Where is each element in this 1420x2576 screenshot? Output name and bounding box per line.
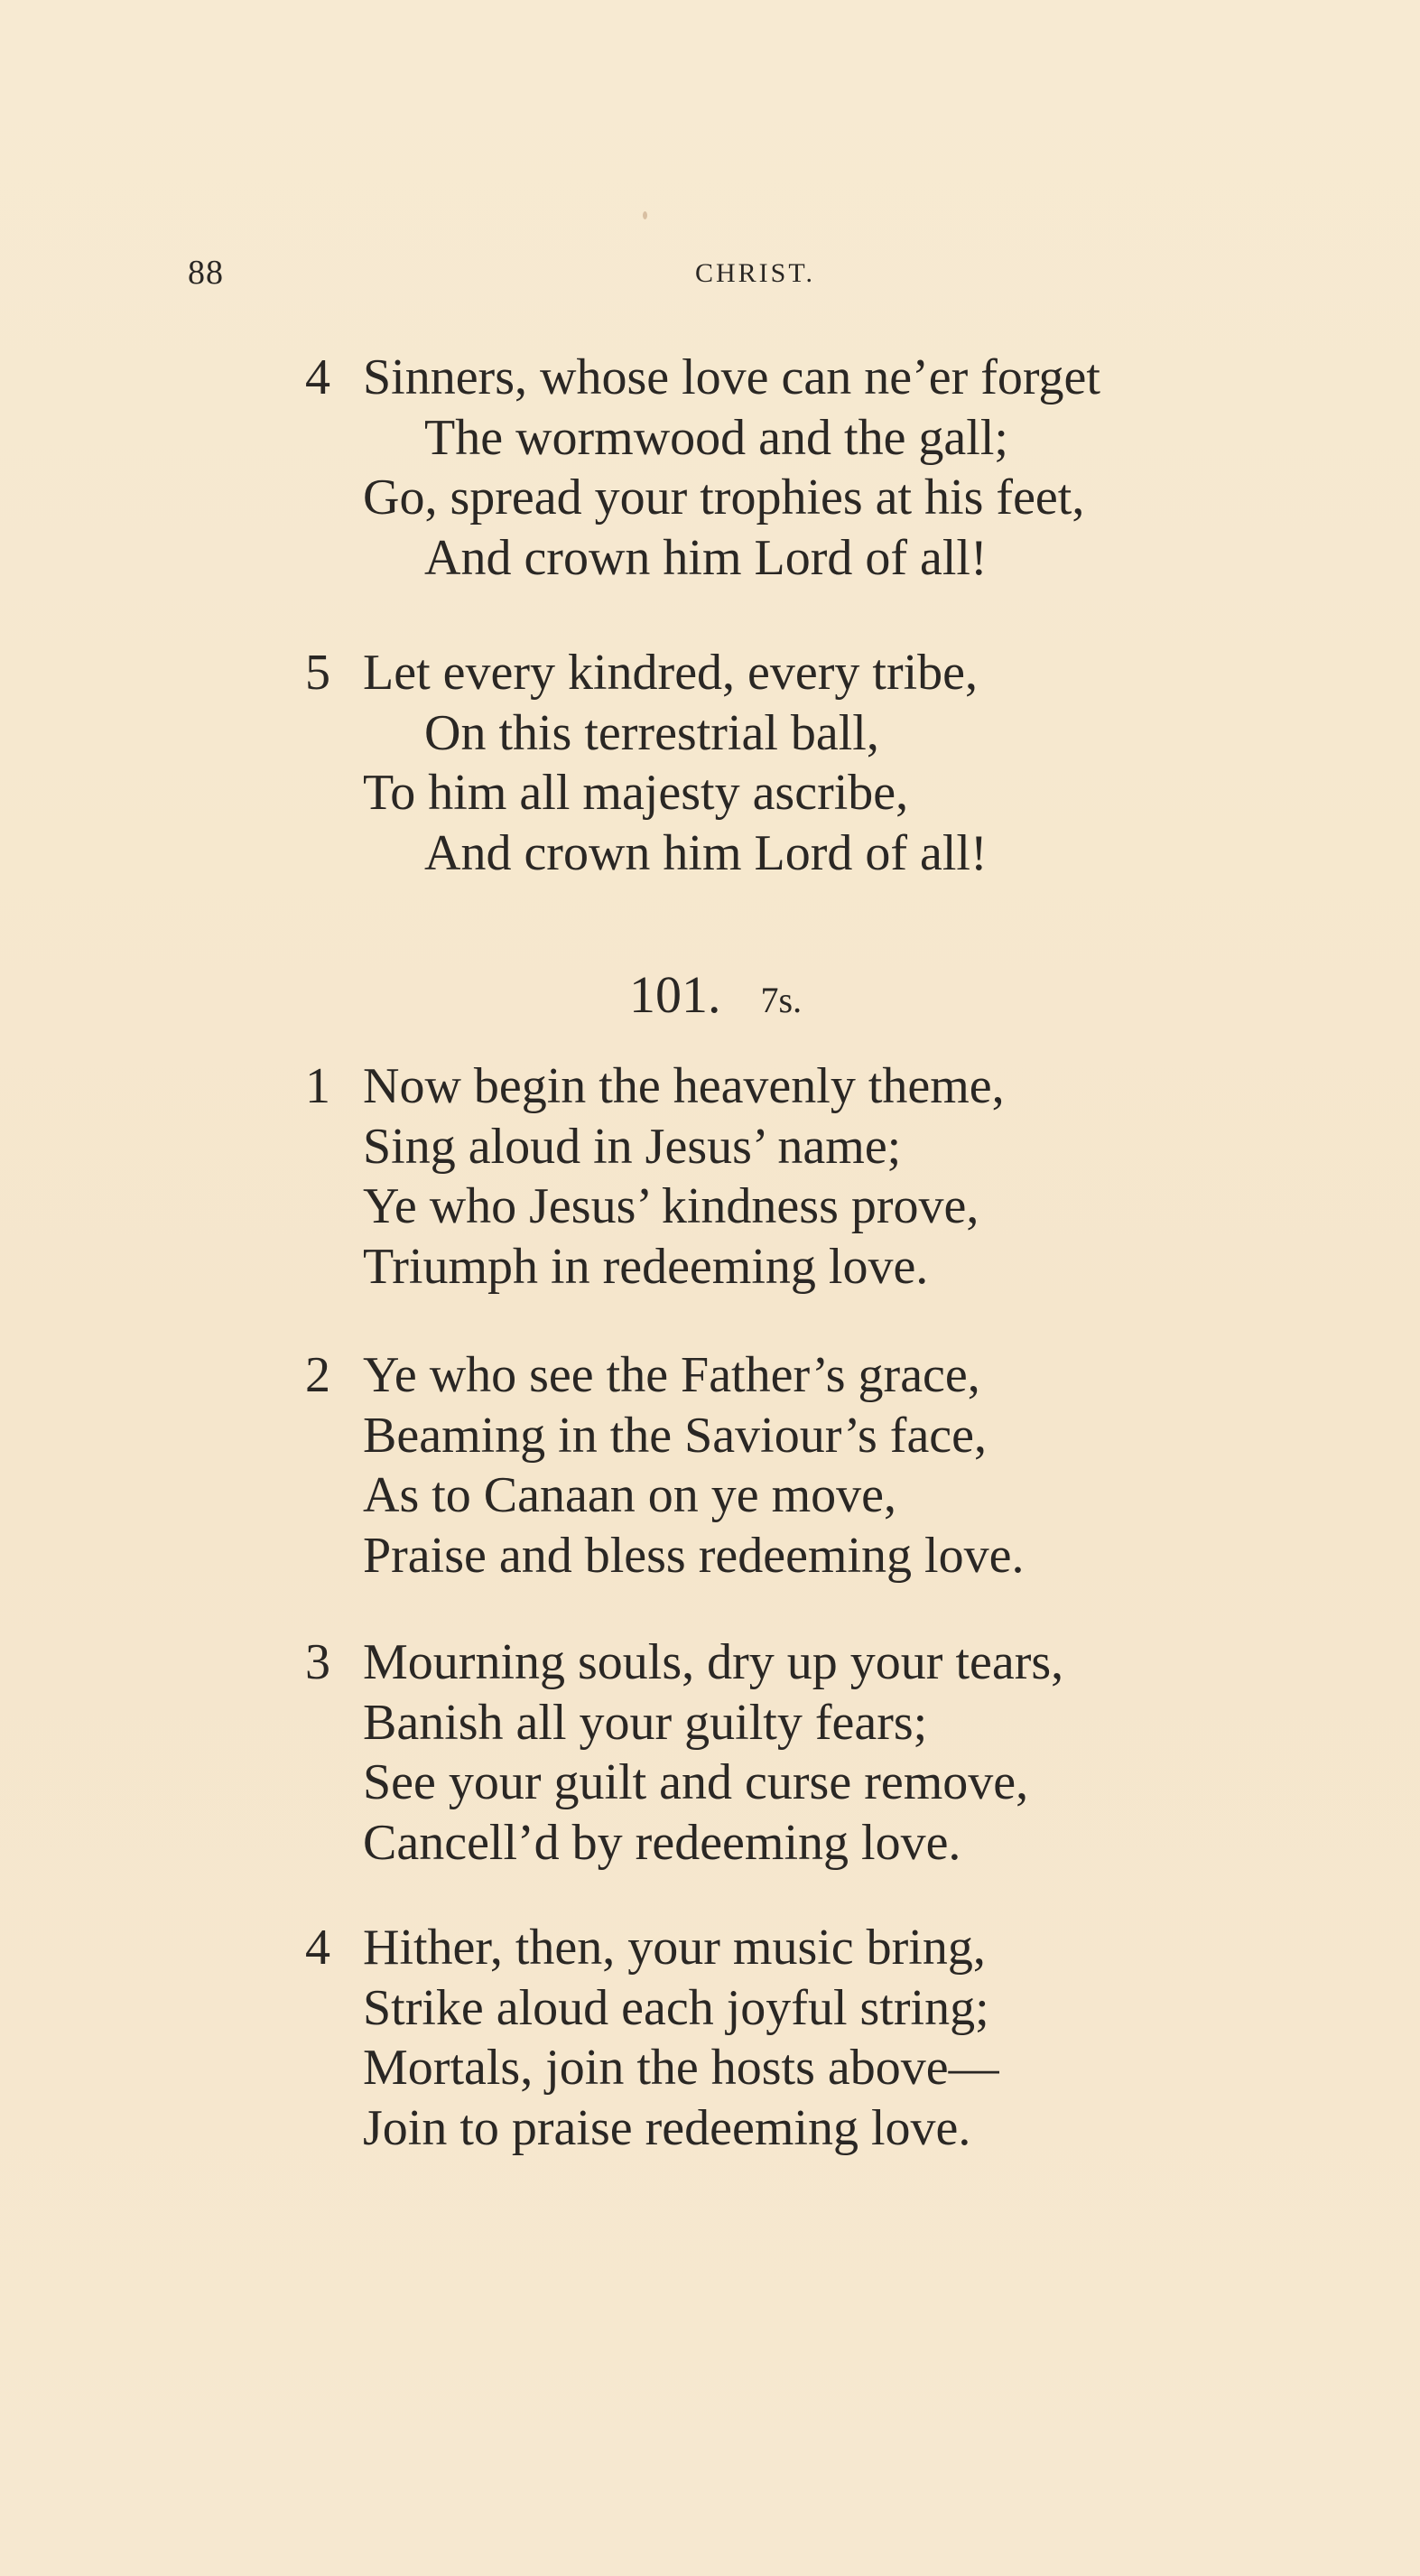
- verse-line: Praise and bless redeeming love.: [363, 1527, 1025, 1584]
- hymn-meter: 7s.: [760, 980, 803, 1020]
- verse-line: Strike aloud each joyful string;: [363, 1979, 989, 2036]
- verse-line: Now begin the heavenly theme,: [363, 1058, 1005, 1114]
- verse-line: Join to praise redeeming love.: [363, 2099, 971, 2156]
- stanza-number: 4: [305, 349, 330, 405]
- verse-line: Sing aloud in Jesus’ name;: [363, 1118, 902, 1175]
- verse-line: To him all majesty ascribe,: [363, 765, 909, 821]
- verse-line: And crown him Lord of all!: [424, 529, 988, 586]
- verse-line: Ye who Jesus’ kindness prove,: [363, 1178, 979, 1234]
- stanza-101-2: [305, 1345, 1262, 1586]
- stanza-number: 3: [305, 1634, 330, 1690]
- verse-line: On this terrestrial ball,: [424, 704, 879, 761]
- running-title: CHRIST.: [695, 258, 815, 288]
- verse-line: The wormwood and the gall;: [424, 409, 1008, 466]
- stanza-number: 2: [305, 1347, 330, 1403]
- verse-line: Cancell’d by redeeming love.: [363, 1814, 961, 1871]
- verse-line: Let every kindred, every tribe,: [363, 645, 979, 701]
- stanza-prev-5: [305, 643, 1262, 883]
- verse-line: Ye who see the Father’s grace,: [363, 1347, 980, 1403]
- stanza-number: 5: [305, 645, 330, 701]
- stanza-number: 4: [305, 1920, 330, 1976]
- verse-line: See your guilt and curse remove,: [363, 1754, 1029, 1810]
- running-head: [188, 253, 1244, 298]
- stanza-101-3: [305, 1632, 1262, 1873]
- verse-line: Mortals, join the hosts above—: [363, 2040, 999, 2096]
- verse-line: And crown him Lord of all!: [424, 824, 988, 881]
- hymn-heading: [629, 964, 802, 1025]
- verse-line: Triumph in redeeming love.: [363, 1238, 929, 1295]
- paper-speck: [643, 211, 647, 219]
- page-number: 88: [188, 254, 224, 292]
- verse-line: Hither, then, your music bring,: [363, 1920, 986, 1976]
- stanza-prev-4: [305, 348, 1262, 588]
- stanza-101-1: [305, 1056, 1262, 1297]
- verse-line: Sinners, whose love can ne’er forget: [363, 349, 1100, 405]
- verse-line: Banish all your guilty fears;: [363, 1694, 928, 1751]
- stanza-101-4: [305, 1918, 1262, 2158]
- stanza-number: 1: [305, 1058, 330, 1114]
- verse-line: Beaming in the Saviour’s face,: [363, 1407, 988, 1464]
- verse-line: As to Canaan on ye move,: [363, 1467, 896, 1523]
- verse-line: Mourning souls, dry up your tears,: [363, 1634, 1064, 1690]
- hymn-number: 101.: [629, 965, 721, 1024]
- verse-line: Go, spread your trophies at his feet,: [363, 470, 1085, 525]
